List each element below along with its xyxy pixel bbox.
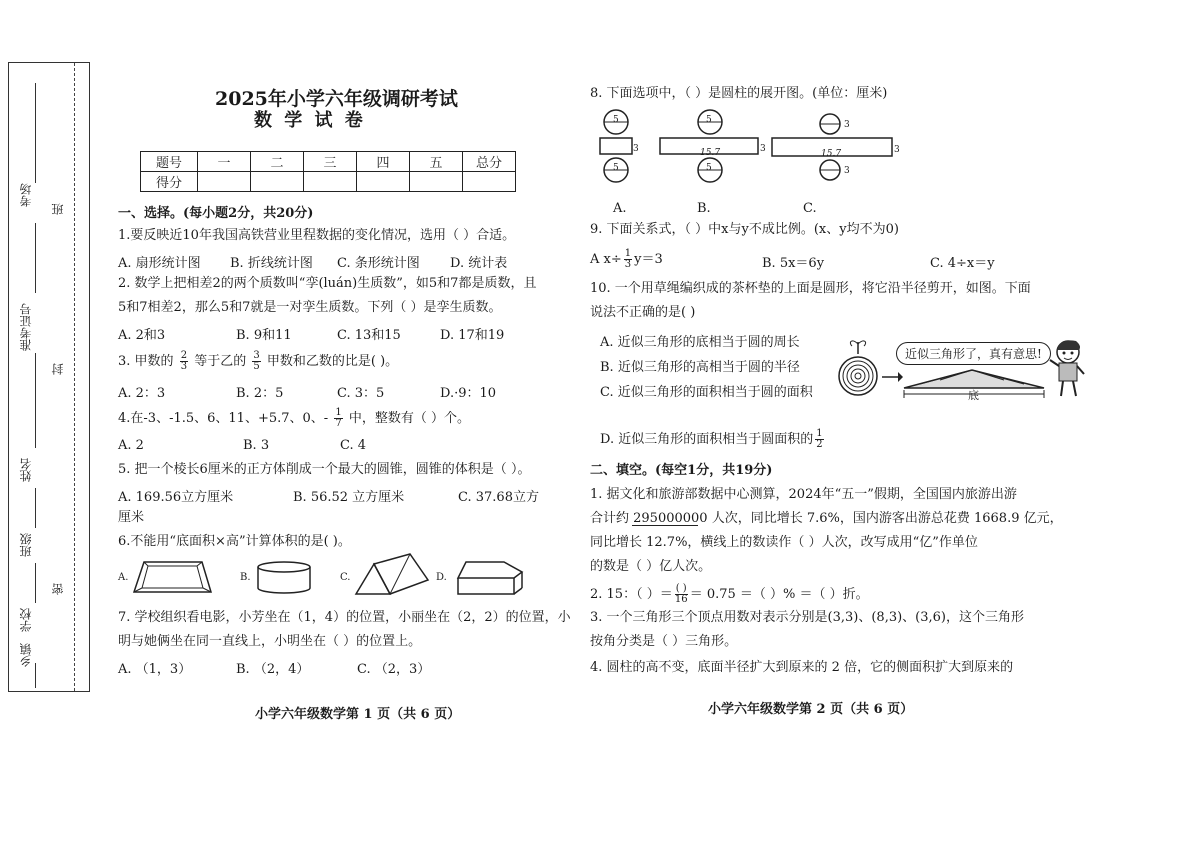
q7-line2: 明与她俩坐在同一直线上，小明坐在（ ）的位置上。 [118, 634, 422, 649]
blank-line [35, 83, 36, 183]
q9-option-c[interactable]: C. 4÷x＝y [930, 256, 995, 271]
q8-b-radius-bottom: 5 [706, 163, 712, 173]
f1-line3: 同比增长 12.7%，横线上的数读作（ ）人次，改写成用“亿”作单位 [590, 535, 978, 550]
q7-line1: 7. 学校组织看电影，小芳坐在（1，4）的位置，小丽坐在（2，2）的位置，小 [118, 610, 571, 625]
q10-option-b[interactable]: B. 近似三角形的高相当于圆的半径 [600, 360, 800, 375]
f1-line2: 合计约 295000000 人次，同比增长 7.6%，国内游客出游总花费 1668.9 亿元， [590, 511, 1063, 526]
q7-option-a[interactable]: A. （1，3） [118, 662, 192, 677]
q8-a-height: 3 [633, 144, 639, 154]
q10-option-d[interactable] [600, 428, 826, 450]
q3-option-a[interactable]: A. 2：3 [118, 386, 166, 401]
binding-strip [8, 62, 90, 692]
triangular-prism-figure [352, 552, 432, 598]
fraction [675, 584, 688, 605]
strip-label-town: 乡镇 [19, 643, 33, 667]
q6-text: 6.不能用“底面积×高”计算体积的是( )。 [118, 534, 351, 549]
q7-option-c[interactable]: C. （2，3） [357, 662, 431, 677]
q2-option-b[interactable]: B. 9和11 [236, 328, 292, 343]
q8-option-a[interactable]: A. [613, 201, 627, 216]
page1-footer: 小学六年级数学第 1 页（共 6 页） [255, 707, 461, 722]
exam-title: 2025年小学六年级调研考试 [215, 88, 458, 110]
triangle-base-label: 底 [968, 389, 979, 402]
blank-line [35, 488, 36, 528]
fraction-numerator: 3 [253, 350, 260, 361]
q1-option-d[interactable]: D. 统计表 [450, 256, 508, 271]
score-header: 五 [410, 152, 463, 172]
q3-option-c[interactable]: C. 3：5 [337, 386, 385, 401]
strip-label-seal: 封 [51, 363, 65, 375]
q4-option-b[interactable]: B. 3 [243, 438, 270, 453]
score-row-label: 得分 [141, 172, 198, 192]
strip-label-exam-room: 考场 [19, 183, 33, 207]
q1-option-c[interactable]: C. 条形统计图 [337, 256, 420, 271]
score-row [141, 172, 516, 192]
score-header: 总分 [463, 152, 516, 172]
seal-line [74, 63, 75, 691]
coaster-spiral-figure [838, 338, 888, 398]
q6-option-a[interactable]: A. [118, 572, 129, 583]
fraction-denominator: 16 [674, 594, 688, 605]
trapezoid-prism-figure [130, 558, 215, 596]
q8-c-radius-bottom: 3 [844, 166, 850, 176]
q4-text [118, 408, 470, 429]
strip-label-school: 学校 [19, 608, 33, 632]
q1-option-a[interactable]: A. 扇形统计图 [118, 256, 201, 271]
strip-label-class-line: 班 [51, 203, 65, 215]
score-cell[interactable] [304, 172, 357, 192]
q10-line2: 说法不正确的是( ) [590, 305, 696, 320]
q8-text: 8. 下面选项中，（ ）是圆柱的展开图。(单位：厘米) [590, 86, 888, 101]
q4-option-a[interactable]: A. 2 [118, 438, 144, 453]
q5-option-a[interactable]: A. 169.56立方厘米 [118, 490, 234, 505]
score-table [140, 151, 516, 192]
q5-option-b[interactable]: B. 56.52 立方厘米 [293, 490, 405, 505]
boy-cartoon-figure [1046, 338, 1090, 400]
cylinder-figure [254, 560, 314, 596]
blank-line [35, 223, 36, 293]
f1-line1: 1. 据文化和旅游部数据中心测算，2024年“五一”假期，全国国内旅游出游 [590, 487, 1017, 502]
exam-subtitle: 数 学 试 卷 [254, 110, 366, 131]
q5-option-c[interactable]: C. 37.68立方 [458, 490, 539, 505]
q10-d-pre: D. 近似三角形的面积相当于圆面积的 [600, 432, 814, 447]
pentagonal-prism-figure [452, 556, 528, 598]
q10-option-c[interactable]: C. 近似三角形的面积相当于圆的面积 [600, 385, 813, 400]
score-cell[interactable] [198, 172, 251, 192]
score-cell[interactable] [357, 172, 410, 192]
blank-line [35, 353, 36, 448]
q9-option-a[interactable] [590, 248, 663, 270]
score-cell[interactable] [410, 172, 463, 192]
f2-text [590, 584, 869, 605]
fraction-denominator: 3 [624, 259, 632, 270]
q8-b-length: 15.7 [700, 148, 721, 158]
q6-option-b[interactable]: B. [240, 572, 251, 583]
q3-mid: 等于乙的 [194, 354, 247, 369]
q1-text: 1.要反映近10年我国高铁营业里程数据的变化情况，选用（ ）合适。 [118, 228, 516, 243]
q3-post: 甲数和乙数的比是( )。 [266, 354, 399, 369]
fraction-denominator: 5 [253, 361, 260, 372]
q2-line2: 5和7相差2，那么5和7就是一对孪生质数。下列（ ）是孪生质数。 [118, 300, 502, 315]
score-header: 题号 [141, 152, 198, 172]
score-cell[interactable] [251, 172, 304, 192]
strip-label-name: 姓名 [19, 458, 33, 482]
q4-option-c[interactable]: C. 4 [340, 438, 367, 453]
q8-c-length: 15.7 [821, 149, 842, 159]
score-header-row [141, 152, 516, 172]
q3-option-b[interactable]: B. 2：5 [236, 386, 284, 401]
section-heading-fill: 二、填空。(每空1分，共19分) [590, 463, 773, 478]
fraction-denominator: 2 [816, 439, 823, 450]
q8-a-radius-bottom: 5 [613, 163, 619, 173]
q5-text: 5. 把一个棱长6厘米的正方体削成一个最大的圆锥，圆锥的体积是（ ）。 [118, 462, 531, 477]
score-cell[interactable] [463, 172, 516, 192]
q6-option-d[interactable]: D. [436, 572, 447, 583]
q10-line1: 10. 一个用草绳编织成的茶杯垫的上面是圆形，将它沿半径剪开，如图。下面 [590, 281, 1031, 296]
fraction [815, 429, 823, 450]
blank-line [35, 663, 36, 688]
fraction [180, 351, 188, 372]
q10-option-a[interactable]: A. 近似三角形的底相当于圆的周长 [600, 335, 800, 350]
fraction-numerator: ( ) [675, 583, 687, 594]
q1-option-b[interactable]: B. 折线统计图 [230, 256, 313, 271]
f3-line2: 按角分类是（ ）三角形。 [590, 634, 738, 649]
q9-text: 9. 下面关系式，（ ）中x与y不成比例。(x、y均不为0) [590, 222, 899, 237]
strip-label-ticket-number: 准考证号 [19, 303, 33, 351]
q8-c-height: 3 [894, 145, 900, 155]
q9-option-b[interactable]: B. 5x＝6y [762, 256, 825, 271]
q8-b-height: 3 [760, 144, 766, 154]
fraction-denominator: 3 [180, 361, 188, 372]
strip-label-class: 班级 [19, 533, 33, 557]
speech-bubble: 近似三角形了，真有意思! [896, 342, 1051, 365]
q7-option-b[interactable]: B. （2，4） [236, 662, 310, 677]
q3-text [118, 351, 398, 372]
q8-option-b[interactable]: B. [697, 201, 711, 216]
score-header: 一 [198, 152, 251, 172]
q9-a-post: y＝3 [634, 252, 663, 267]
fraction-numerator: 1 [816, 428, 823, 439]
strip-label-secret: 密 [51, 583, 65, 595]
q4-pre: 4.在-3、-1.5、6、11、+5.7、0、- [118, 411, 329, 426]
f2-pre: 2. 15：（ ）＝ [590, 587, 673, 602]
q2-option-c[interactable]: C. 13和15 [337, 328, 401, 343]
score-header: 三 [304, 152, 357, 172]
fraction-denominator: 7 [335, 418, 342, 429]
q8-c-radius-top: 3 [844, 120, 850, 130]
q4-post: 中，整数有（ ）个。 [348, 411, 470, 426]
section-heading-choice: 一、选择。(每小题2分，共20分) [118, 206, 314, 221]
q8-option-c[interactable]: C. [803, 201, 817, 216]
score-header: 四 [357, 152, 410, 172]
f1-line4: 的数是（ ）亿人次。 [590, 559, 712, 574]
q8-a-radius-top: 5 [613, 115, 619, 125]
score-header: 二 [251, 152, 304, 172]
page2-footer: 小学六年级数学第 2 页（共 6 页） [708, 702, 914, 717]
fraction-numerator: 1 [335, 407, 342, 418]
fraction-numerator: 1 [624, 248, 632, 259]
fraction [334, 408, 342, 429]
q8-b-radius-top: 5 [706, 115, 712, 125]
q2-option-d[interactable]: D. 17和19 [440, 328, 505, 343]
f4-text: 4. 圆柱的高不变，底面半径扩大到原来的 2 倍，它的侧面积扩大到原来的 [590, 660, 1014, 675]
q9-a-pre: A x÷ [590, 252, 622, 267]
f2-post: ＝ 0.75 ＝（ ）% ＝（ ）折。 [689, 587, 869, 602]
q2-option-a[interactable]: A. 2和3 [118, 328, 166, 343]
fraction [624, 249, 632, 270]
blank-line [35, 563, 36, 603]
q3-option-d[interactable]: D.·9：10 [440, 386, 497, 401]
fraction-numerator: 2 [180, 350, 188, 361]
q6-option-c[interactable]: C. [340, 572, 351, 583]
q3-pre: 3. 甲数的 [118, 354, 174, 369]
fraction [252, 351, 260, 372]
f3-line1: 3. 一个三角形三个顶点用数对表示分别是(3,3)、(8,3)、(3,6)，这个三角形 [590, 610, 1024, 625]
q5-wrap: 厘米 [118, 510, 145, 525]
q2-line1: 2. 数学上把相差2的两个质数叫“孪(luán)生质数”，如5和7都是质数，且 [118, 276, 537, 291]
underline-number [632, 525, 698, 526]
